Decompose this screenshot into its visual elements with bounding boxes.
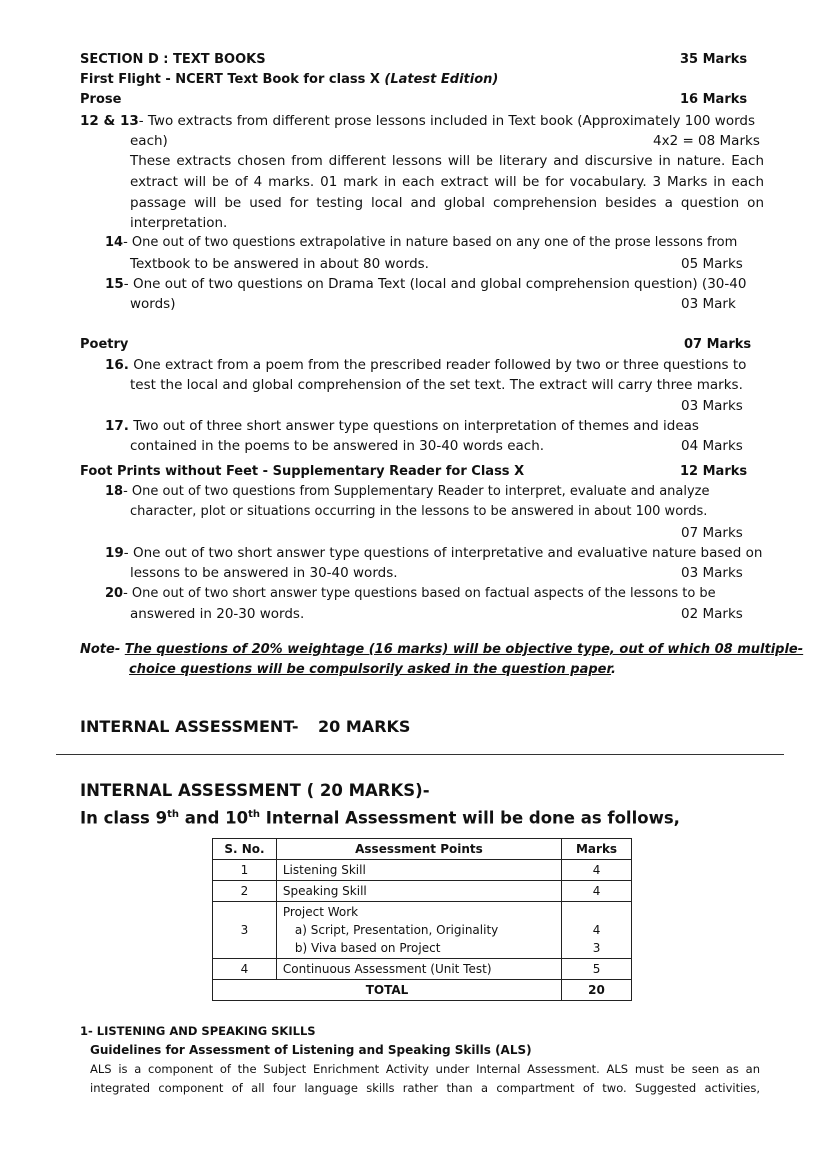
q19-line2: lessons to be answered in 30-40 words. xyxy=(130,565,398,581)
prose-para-line3: passage will be used for testing local and global comprehension besides a question on xyxy=(130,195,764,211)
header-points: Assessment Points xyxy=(276,839,561,860)
note-text-line2: choice questions will be compulsorily asked in the question paper xyxy=(129,662,612,677)
total-label: TOTAL xyxy=(213,980,562,1001)
q17-number: 17. xyxy=(105,418,129,434)
internal-subheading xyxy=(80,804,680,830)
poetry-heading: Poetry xyxy=(80,337,129,352)
q16-marks: 03 Marks xyxy=(681,398,743,414)
sup-b: th xyxy=(248,809,261,820)
q15-line1: - One out of two questions on Drama Text (local and global comprehension question) (30-40 xyxy=(123,276,747,292)
header-sno: S. No. xyxy=(213,839,277,860)
question-16 xyxy=(105,355,764,375)
listening-heading: 1- LISTENING AND SPEAKING SKILLS xyxy=(80,1024,316,1038)
cell-point: Continuous Assessment (Unit Test) xyxy=(276,959,561,980)
cell-sno: 3 xyxy=(213,902,277,959)
question-18 xyxy=(105,482,710,502)
book-title: First Flight - NCERT Text Book for class X xyxy=(80,72,385,87)
q15-line2: words) xyxy=(130,296,176,312)
q18-number: 18 xyxy=(105,484,124,499)
cell-point: Listening Skill xyxy=(276,860,561,881)
q16-line1: One extract from a poem from the prescribed reader followed by two or three questions to xyxy=(133,357,747,373)
q18-line1: - One out of two questions from Supplementary Reader to interpret, evaluate and analyze xyxy=(123,484,710,499)
q12-line1: - Two extracts from different prose lessons included in Text book (Approximately 100 words xyxy=(138,113,756,129)
total-value: 20 xyxy=(562,980,632,1001)
prose-marks: 16 Marks xyxy=(680,92,748,107)
table-total-row xyxy=(213,980,632,1001)
q20-line1: - One out of two short answer type questions based on factual aspects of the lessons to be xyxy=(123,586,716,601)
question-19 xyxy=(105,543,762,563)
prose-para-line4: interpretation. xyxy=(130,215,228,231)
prose-para-line1: These extracts chosen from different lessons will be literary and discursive in nature. Each xyxy=(130,153,764,169)
prose-heading: Prose xyxy=(80,92,122,107)
cell-point: Speaking Skill xyxy=(276,881,561,902)
cell-marks: 4 xyxy=(562,881,632,902)
header-marks: Marks xyxy=(562,839,632,860)
q15-number: 15 xyxy=(105,276,124,292)
q15-marks: 03 Mark xyxy=(681,296,736,312)
q14-line2: Textbook to be answered in about 80 words. xyxy=(130,256,429,272)
q14-marks: 05 Marks xyxy=(681,256,743,272)
table-header-row xyxy=(213,839,632,860)
footprints-marks: 12 Marks xyxy=(680,464,748,479)
section-title: SECTION D : TEXT BOOKS xyxy=(80,52,266,67)
footprints-heading: Foot Prints without Feet - Supplementary Reader for Class X xyxy=(80,464,525,479)
table-row xyxy=(213,881,632,902)
q20-marks: 02 Marks xyxy=(681,606,743,622)
prose-para-line2: extract will be of 4 marks. 01 mark in each extract will be for vocabulary. 3 Marks in each xyxy=(130,174,764,190)
q20-number: 20 xyxy=(105,586,124,601)
note-line1 xyxy=(80,640,803,660)
sub-part-a: In class 9 xyxy=(80,808,168,828)
project-work-a-marks: 4 xyxy=(592,923,601,937)
project-work-b: b) Viva based on Project xyxy=(294,941,441,955)
cell-marks xyxy=(562,902,632,959)
q19-marks: 03 Marks xyxy=(681,565,743,581)
project-work-title: Project Work xyxy=(282,905,359,919)
internal-heading-1 xyxy=(80,716,410,738)
note-label: Note- xyxy=(80,642,121,657)
book-line xyxy=(80,70,498,90)
sub-part-c: Internal Assessment will be done as follows, xyxy=(260,808,680,828)
project-work-b-marks: 3 xyxy=(592,941,601,955)
book-edition: (Latest Edition) xyxy=(384,72,499,87)
q17-line2: contained in the poems to be answered in 30-40 words each. xyxy=(130,438,545,454)
q18-marks: 07 Marks xyxy=(681,525,743,541)
horizontal-divider xyxy=(56,754,784,755)
q17-line1: Two out of three short answer type questions on interpretation of themes and ideas xyxy=(133,418,699,434)
listening-line1: ALS is a component of the Subject Enrichment Activity under Internal Assessment. ALS must be seen as an xyxy=(90,1062,760,1076)
q14-line1: - One out of two questions extrapolative in nature based on any one of the prose lessons from xyxy=(123,235,738,250)
cell-marks: 5 xyxy=(562,959,632,980)
table-row xyxy=(213,902,632,959)
section-marks: 35 Marks xyxy=(680,52,748,67)
internal-heading-1-label: INTERNAL ASSESSMENT- xyxy=(80,717,299,736)
q19-line1: - One out of two short answer type questions of interpretative and evaluative nature based on xyxy=(123,545,763,561)
internal-heading-2: INTERNAL ASSESSMENT ( 20 MARKS)- xyxy=(80,781,430,800)
internal-heading-1-marks: 20 MARKS xyxy=(318,717,411,736)
sub-part-b: and 10 xyxy=(178,808,249,828)
q19-number: 19 xyxy=(105,545,124,561)
q16-number: 16. xyxy=(105,357,129,373)
table-row xyxy=(213,860,632,881)
q14-number: 14 xyxy=(105,235,124,250)
poetry-marks: 07 Marks xyxy=(684,337,752,352)
q17-marks: 04 Marks xyxy=(681,438,743,454)
note-end: . xyxy=(611,662,616,677)
cell-point xyxy=(276,902,561,959)
cell-marks: 4 xyxy=(562,860,632,881)
q12-line2: each) xyxy=(130,133,168,149)
cell-sno: 1 xyxy=(213,860,277,881)
listening-guidelines: Guidelines for Assessment of Listening and Speaking Skills (ALS) xyxy=(90,1043,532,1057)
note-text-line1: The questions of 20% weightage (16 marks) will be objective type, out of which 08 multiple- xyxy=(124,642,804,657)
cell-sno: 4 xyxy=(213,959,277,980)
question-15 xyxy=(105,274,746,294)
question-17 xyxy=(105,416,764,436)
q12-marks: 4x2 = 08 Marks xyxy=(653,133,760,149)
sup-a: th xyxy=(167,809,179,820)
question-20 xyxy=(105,584,716,604)
q16-line2: test the local and global comprehension of the set text. The extract will carry three marks. xyxy=(130,377,743,393)
question-12-13 xyxy=(80,111,764,131)
assessment-table xyxy=(212,838,632,1001)
cell-sno: 2 xyxy=(213,881,277,902)
listening-line2: integrated component of all four language skills rather than a compartment of two. Suggested activities, xyxy=(90,1081,760,1095)
q12-number: 12 & 13 xyxy=(80,113,139,129)
project-work-a: a) Script, Presentation, Originality xyxy=(294,923,499,937)
question-14 xyxy=(105,233,737,253)
q20-line2: answered in 20-30 words. xyxy=(130,606,305,622)
table-row xyxy=(213,959,632,980)
note-line2 xyxy=(129,660,616,680)
q18-line2: character, plot or situations occurring in the lessons to be answered in about 100 words. xyxy=(130,504,708,519)
